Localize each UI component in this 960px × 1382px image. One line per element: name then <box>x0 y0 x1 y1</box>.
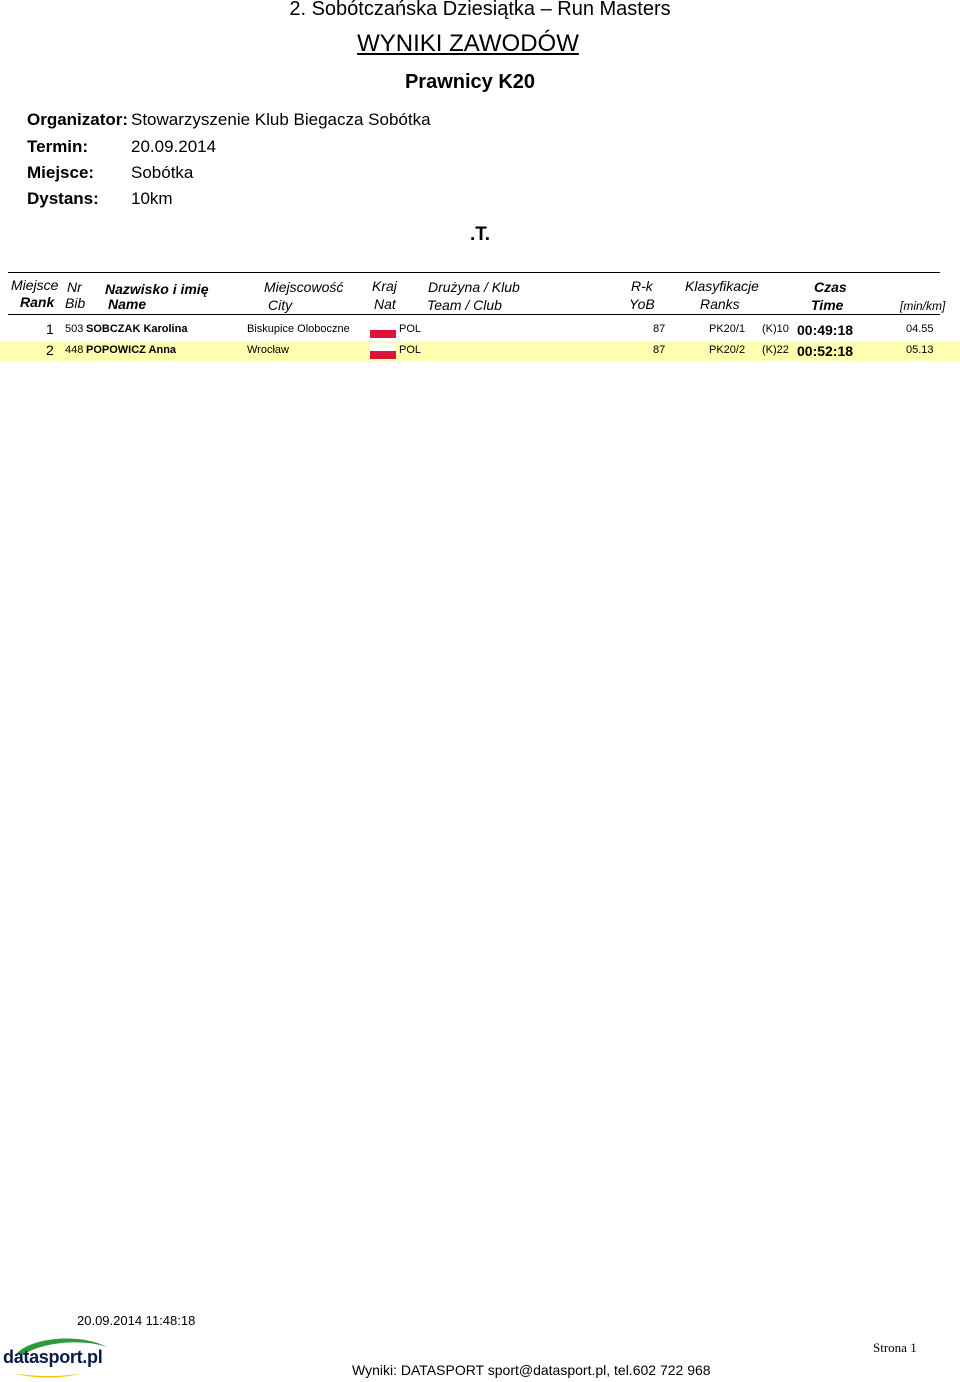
row-time: 00:49:18 <box>797 322 854 338</box>
row-rank: 1 <box>46 321 54 337</box>
header-ranks-pl: Klasyfikacje <box>685 278 759 294</box>
row-time: 00:52:18 <box>797 343 854 359</box>
header-yob-pl: R-k <box>631 278 653 294</box>
row-nat: POL <box>399 344 422 356</box>
header-city-pl: Miejscowość <box>264 279 344 295</box>
row-bib: 448 <box>65 344 84 356</box>
header-rank-pl: Miejsce <box>11 277 59 293</box>
header-city-en: City <box>268 297 293 313</box>
table-row[interactable] <box>0 341 960 361</box>
row-name: POPOWICZ Anna <box>86 344 177 356</box>
row-gender-rank: (K)22 <box>762 344 789 356</box>
header-yob-en: YoB <box>629 296 655 312</box>
place-label: Miejsce: <box>27 163 95 182</box>
datasport-logo <box>3 1333 123 1379</box>
date-label: Termin: <box>27 137 89 156</box>
row-yob: 87 <box>653 323 666 335</box>
row-category-rank: PK20/2 <box>709 344 746 356</box>
header-nat-pl: Kraj <box>372 278 397 294</box>
row-rank: 2 <box>46 342 54 358</box>
footer-contact: Wyniki: DATASPORT sport@datasport.pl, tel.602 722 968 <box>352 1362 711 1378</box>
organizer-label: Organizator: <box>27 110 129 129</box>
row-city: Biskupice Oloboczne <box>247 323 350 335</box>
header-name-en: Name <box>108 296 147 312</box>
row-city: Wrocław <box>247 344 289 356</box>
date-value: 20.09.2014 <box>131 137 217 156</box>
distance-label: Dystans: <box>27 189 99 208</box>
row-bib: 503 <box>65 323 84 335</box>
header-rank-en: Rank <box>20 294 55 310</box>
row-nat: POL <box>399 323 422 335</box>
row-name: SOBCZAK Karolina <box>86 323 188 335</box>
table-row[interactable] <box>0 320 960 340</box>
header-ranks-en: Ranks <box>700 296 740 312</box>
header-time-en: Time <box>811 297 844 313</box>
row-gender-rank: (K)10 <box>762 323 789 335</box>
row-category-rank: PK20/1 <box>709 323 746 335</box>
header-bottom-rule <box>8 314 940 315</box>
organizer-value: Stowarzyszenie Klub Biegacza Sobótka <box>131 110 431 129</box>
header-bib-en: Bib <box>65 295 86 311</box>
header-top-rule <box>8 272 940 273</box>
category-title: Prawnicy K20 <box>404 71 536 93</box>
page-number: Strona 1 <box>873 1340 917 1355</box>
distance-value: 10km <box>131 189 173 208</box>
event-title: 2. Sobótczańska Dziesiątka – Run Masters <box>289 0 671 20</box>
printed-timestamp: 20.09.2014 11:48:18 <box>77 1313 196 1328</box>
poland-flag-icon <box>370 343 396 359</box>
row-yob: 87 <box>653 344 666 356</box>
header-team-en: Team / Club <box>427 297 502 313</box>
header-bib-pl: Nr <box>67 279 82 295</box>
section-mark: .T. <box>469 224 491 245</box>
header-pace: [min/km] <box>900 299 946 313</box>
row-pace: 05.13 <box>906 344 934 356</box>
header-name-pl: Nazwisko i imię <box>105 281 209 297</box>
row-pace: 04.55 <box>906 323 934 335</box>
header-time-pl: Czas <box>814 279 847 295</box>
header-nat-en: Nat <box>374 296 396 312</box>
results-title: WYNIKI ZAWODÓW <box>357 30 579 57</box>
place-value: Sobótka <box>131 163 194 182</box>
poland-flag-icon <box>370 322 396 338</box>
header-team-pl: Drużyna / Klub <box>428 279 520 295</box>
logo-text: datasport.pl <box>3 1347 103 1367</box>
